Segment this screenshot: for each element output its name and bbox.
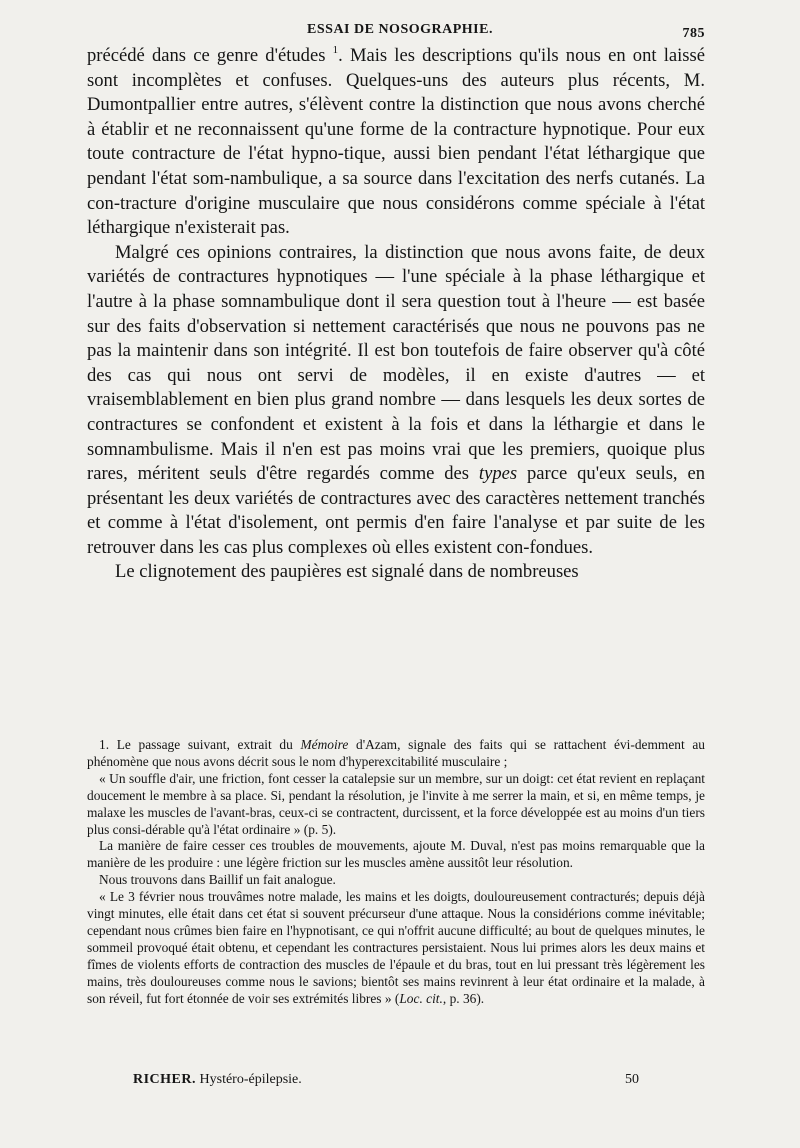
footnote-duval: La manière de faire cesser ces troubles de mouvements, ajoute M. Duval, n'est pas moins remarquable que la manière de les produire : une légère friction sur les muscles amène aussitôt leur résolution. xyxy=(87,838,705,871)
footnote-quote-end: , p. 36). xyxy=(442,990,485,1006)
footnotes xyxy=(87,737,705,1008)
paragraph-1-rest: . Mais les descriptions qu'ils nous en ont laissé sont incomplètes et confuses. Quelques-uns des auteurs plus récents, M. Dumontpallier entre autres, s'élèvent contre la distinction que nous avons cherché à établir et ne reconnaissent qu'une forme de la contracture hypnotique. Pour eux toute contracture de l'état hypno-tique, aussi bien pendant l'état léthargique que pendant l'état som-nambulique, a sa source dans l'excitation des nerfs cutanés. La con-tracture d'origine musculaire que nous considérons comme spéciale à l'état léthargique n'existerait pas. xyxy=(87,45,706,239)
footnote-1-rest: d'Azam, signale des faits qui se rattachent évi-demment au phénomène que nous avons décrit sous le nom d'hyperexcitabilité musculaire ; xyxy=(87,737,705,769)
running-title: ESSAI DE NOSOGRAPHIE. xyxy=(307,22,493,37)
signature-title: Hystéro-épilepsie. xyxy=(199,1072,302,1087)
footnote-baillif: Nous trouvons dans Baillif un fait analogue. xyxy=(99,872,336,888)
footnote-quote-emphasis: Loc. cit. xyxy=(399,990,443,1006)
paragraph-3: Le clignotement des paupières est signalé dans de nombreuses xyxy=(115,561,579,583)
printer-signature xyxy=(133,1072,302,1088)
emphasis-types: types xyxy=(478,463,518,485)
paragraph-1 xyxy=(87,44,705,241)
signature-author: RICHER. xyxy=(133,1072,197,1087)
footnote-quote-baillif xyxy=(87,889,705,1007)
sheet-number: 50 xyxy=(625,1072,639,1087)
footnote-1 xyxy=(87,737,705,771)
footnote-1-emphasis: Mémoire xyxy=(300,737,349,752)
footnote-quote-start: « Le 3 février nous trouvâmes notre malade, les mains et les doigts, douloureusement contracturés; depuis déjà vingt minutes, elle était dans cet état si souvent précurseur d'une attaque. Nous la considérions comme inévitable; cependant nous crûmes bien faire en l'hypnotisant, ce qui n'offrit aucune difficulté; au bout de quelques minutes, le sommeil provoqué était obtenu, et cependant les contractures persistaient. Nous lui primes alors les deux mains et fîmes de violents efforts de contraction des muscles de l'épaule et du bras, tout en lui pressant très légèrement les mains, très douloureuses comme nous le savions; bientôt ses mains revinrent à leur état ordinaire et la malade, à son réveil, fut fort étonnée de voir ses extrémités libres » ( xyxy=(87,889,705,1006)
body-text xyxy=(87,44,705,585)
footnote-1-start: 1. Le passage suivant, extrait du xyxy=(99,737,293,752)
footnote-reference: 1 xyxy=(332,44,339,56)
paragraph-2-start: Malgré ces opinions contraires, la distinction que nous avons faite, de deux variétés de contractures hypnotiques — l'une spéciale à la phase léthargique et l'autre à la phase somnambulique dont il sera question tout à l'heure — est basée sur des faits d'observation si nettement caractérisés que nous ne pouvons pas ne pas la maintenir dans son intégrité. Il est bon toutefois de faire observer qu'à côté des cas qui nous ont servi de modèles, il en existe d'autres — et vraisemblablement en bien plus grand nombre — dans lesquels les deux sortes de contractures se confondent et existent à la fois et dans la léthargie et dans le somnambulisme. Mais il n'en est pas moins vrai que les premiers, quoique plus rares, méritent seuls d'être regardés comme des xyxy=(87,241,705,485)
page-number: 785 xyxy=(682,26,705,41)
footnote-quote-azam: « Un souffle d'air, une friction, font cesser la catalepsie sur un membre, sur un doigt: cet état revient en replaçant doucement le membre à sa place. Si, pendant la résolution, je l'invite à me serrer la main, et si, en même temps, je malaxe les muscles de l'avant-bras, ceux-ci se contractent, durcissent, et la force développée est au moins d'un tiers plus consi-dérable qu'à l'état ordinaire » (p. 5). xyxy=(87,770,705,837)
paragraph-2-rest: parce qu'eux seuls, en présentant les deux variétés de contractures avec des caractères nettement tranchés et comme à l'état d'isolement, ont permis d'en faire l'analyse et par suite de les retrouver dans les cas plus complexes où elles existent con-fondues. xyxy=(87,463,705,558)
paragraph-1-start: précédé dans ce genre d'études xyxy=(87,45,326,66)
paragraph-2 xyxy=(87,241,705,561)
